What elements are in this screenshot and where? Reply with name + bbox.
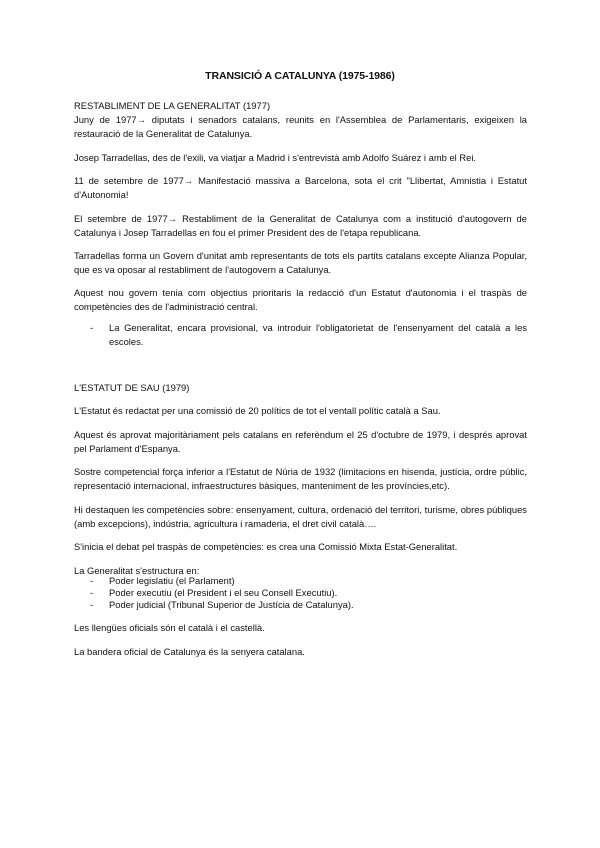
- paragraph: 11 de setembre de 1977→ Manifestació massiva a Barcelona, sota el crit "Llibertat, Amnistia i Estatut d'Autonomia!: [74, 175, 527, 200]
- bullet-dash: -: [90, 575, 94, 586]
- bullet-item: Poder executiu (el President i el seu Consell Executiu).: [109, 587, 338, 598]
- bullet-dash: -: [90, 322, 94, 333]
- bullet-item: La Generalitat, encara provisional, va introduir l'obligatorietat de l'ensenyament del català a les escoles.: [109, 322, 527, 347]
- bullet-dash: -: [90, 587, 94, 598]
- paragraph: Tarradellas forma un Govern d'unitat amb representants de tots els partits catalans excepte Alianza Popular, que es va oposar al restabliment de l'autogovern a Catalunya.: [74, 250, 527, 275]
- paragraph: Aquest és aprovat majoritàriament pels catalans en referèndum el 25 d'octubre de 1979, i després aprovat pel Parlament d'Espanya.: [74, 429, 527, 454]
- section-heading-estatut-sau: L'ESTATUT DE SAU (1979): [74, 382, 190, 393]
- paragraph: S'inicia el debat pel traspàs de competències: es crea una Comissió Mixta Estat-Generalitat.: [74, 541, 458, 552]
- section-heading-restabliment: RESTABLIMENT DE LA GENERALITAT (1977): [74, 100, 271, 111]
- bullet-item: Poder judicial (Tribunal Superior de Justícia de Catalunya).: [109, 599, 354, 610]
- paragraph: El setembre de 1977→ Restabliment de la Generalitat de Catalunya com a institució d'autogovern de Catalunya i Josep Tarradellas en fou el primer President des de l'etapa republicana.: [74, 213, 527, 238]
- paragraph: Les llengües oficials són el català i el castellà.: [74, 622, 265, 633]
- paragraph: L'Estatut és redactat per una comissió de 20 polítics de tot el ventall polític català a Sau.: [74, 405, 441, 416]
- bullet-item: Poder legislatiu (el Parlament): [109, 575, 235, 586]
- paragraph: Aquest nou govern tenia com objectius prioritaris la redacció d'un Estatut d'autonomia i el traspàs de competències des de l'administració central.: [74, 287, 527, 312]
- paragraph: Hi destaquen les competències sobre: ensenyament, cultura, ordenació del territori, turisme, obres públiques (amb excepcions), indústria, agricultura i ramaderia, el dret civil català….: [74, 504, 527, 529]
- paragraph: La bandera oficial de Catalunya és la senyera catalana.: [74, 646, 305, 657]
- paragraph: Sostre competencial força inferior a l'Estatut de Núria de 1932 (limitacions en hisenda, justícia, ordre públic, representació internacional, infraestructures bàsiques, manteniment de les províncies,etc).: [74, 466, 527, 491]
- paragraph: La Generalitat s'estructura en:: [74, 565, 200, 576]
- paragraph: Josep Tarradellas, des de l'exili, va viatjar a Madrid i s'entrevistà amb Adolfo Suárez i amb el Rei.: [74, 152, 477, 163]
- paragraph: Juny de 1977→ diputats i senadors catalans, reunits en l'Assemblea de Parlamentaris, exigeixen la restauració de la Generalitat de Catalunya.: [74, 114, 527, 139]
- document-title: TRANSICIÓ A CATALUNYA (1975-1986): [205, 70, 395, 82]
- bullet-dash: -: [90, 599, 94, 610]
